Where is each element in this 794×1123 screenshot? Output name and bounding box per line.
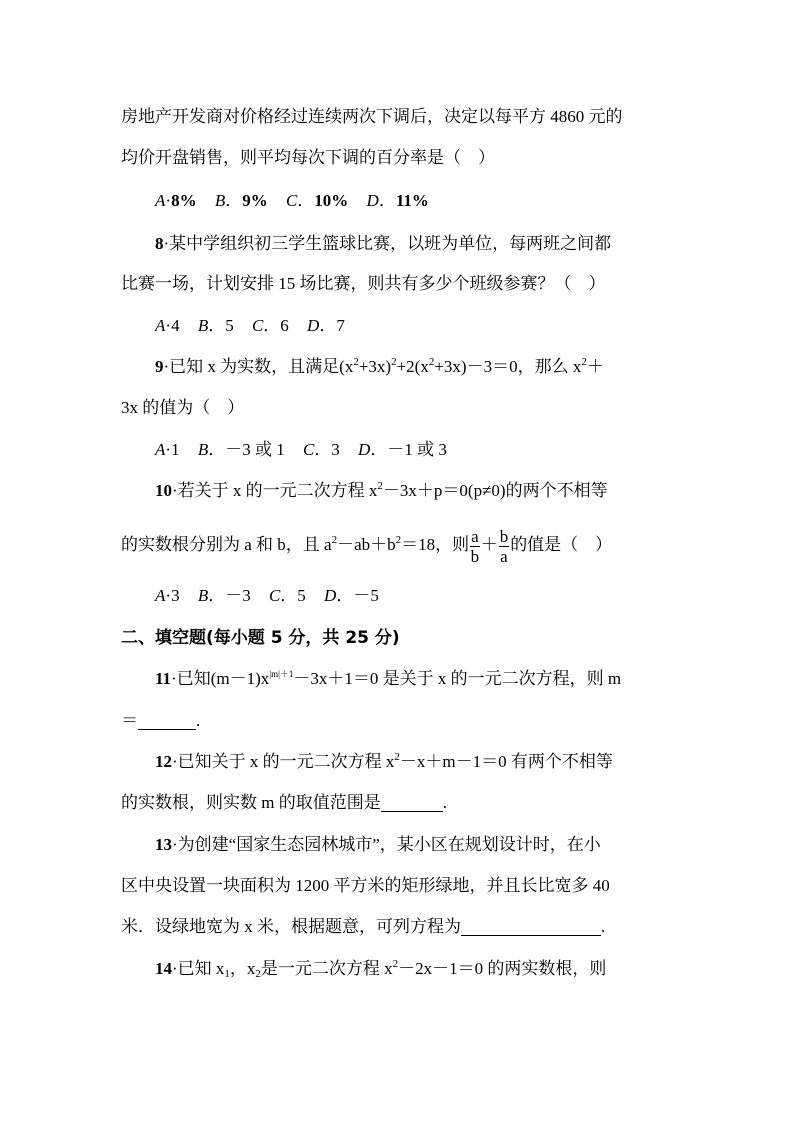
question-text: 是一元二次方程 x [260, 959, 393, 978]
denominator: a [500, 546, 508, 566]
separator: · [172, 835, 178, 854]
option-text: 3 [171, 586, 180, 605]
option-letter: A [155, 440, 166, 459]
option-letter: B [197, 440, 209, 459]
option-text: －1 或 3 [387, 440, 447, 459]
q12-text-line1 [155, 747, 794, 777]
option-text: 9% [242, 191, 268, 210]
question-text: +3x) [358, 357, 392, 376]
question-text: ，x [229, 959, 256, 978]
option-letter: D [358, 440, 371, 459]
option-letter: D [324, 586, 337, 605]
answer-blank[interactable] [461, 917, 601, 936]
separator: · [171, 669, 177, 688]
separator: ． [225, 191, 243, 210]
q7-text-line1: 房地产开发商对价格经过连续两次下调后，决定以每平方 4860 元的 [121, 107, 623, 126]
q10-text-line2 [121, 522, 794, 568]
option-text: 10% [314, 191, 349, 210]
exponent: 2 [394, 751, 400, 763]
question-text: 已知 x 为实数，且满足(x [169, 357, 354, 376]
separator: ． [319, 316, 337, 335]
subscript: 2 [255, 968, 261, 980]
separator: · [172, 752, 178, 771]
q10-text-line1 [155, 476, 794, 506]
question-text: . [601, 917, 606, 936]
q7-text-line2: 均价开盘销售，则平均每次下调的百分率是（ ） [121, 148, 495, 167]
option-text: 6 [280, 316, 289, 335]
separator: ． [370, 440, 388, 459]
separator: · [165, 586, 172, 605]
option-text: 4 [171, 316, 180, 335]
separator: ． [297, 191, 315, 210]
q11-text-line2 [121, 706, 794, 736]
question-number: 10 [155, 481, 172, 500]
subscript: 1 [224, 968, 230, 980]
separator: · [163, 234, 170, 253]
exponent: 2 [377, 480, 383, 492]
q8-options [155, 311, 794, 341]
numerator: b [499, 526, 509, 546]
question-text: －3x＋p＝0(p≠0)的两个不相等 [382, 481, 608, 500]
separator: ． [208, 440, 226, 459]
option-text: －3 或 1 [225, 440, 285, 459]
separator: ． [280, 586, 298, 605]
fraction-a-over-b [470, 527, 480, 566]
separator: · [165, 440, 172, 459]
option-text: 3 [331, 440, 340, 459]
q9-options [155, 435, 794, 465]
option-text: 11% [395, 191, 429, 210]
exponent: 2 [391, 356, 397, 368]
option-letter: A [155, 316, 166, 335]
separator: ． [314, 440, 332, 459]
exponent: 2 [581, 356, 587, 368]
q13-text-line3 [121, 912, 794, 942]
option-letter: B [197, 316, 209, 335]
numerator: a [471, 526, 479, 546]
option-letter: A [155, 191, 166, 210]
question-text: －ab＋b [337, 535, 396, 554]
option-letter: C [285, 191, 298, 210]
exponent: |m|＋1 [269, 669, 294, 679]
answer-blank[interactable] [138, 711, 196, 730]
question-text: 已知(m－1)x [176, 669, 270, 688]
question-text: ＝ [121, 711, 138, 730]
question-text: 为创建“国家生态园林城市”，某小区在规划设计时，在小 [177, 835, 601, 854]
separator: · [165, 191, 172, 210]
question-text: ＋ [586, 357, 604, 376]
option-letter: D [307, 316, 320, 335]
q7-options [155, 186, 794, 216]
option-letter: C [268, 586, 281, 605]
question-text: 某中学组织初三学生篮球比赛，以班为单位，每两班之间都 [169, 234, 612, 253]
separator: ． [208, 316, 226, 335]
question-number: 12 [155, 752, 172, 771]
option-text: －5 [353, 586, 379, 605]
separator: ． [336, 586, 354, 605]
question-text: 若关于 x 的一元二次方程 x [177, 481, 378, 500]
question-text: 米．设绿地宽为 x 米，根据题意，可列方程为 [121, 917, 461, 936]
question-text: －x＋m－1＝0 有两个不相等 [399, 752, 613, 771]
option-letter: D [366, 191, 379, 210]
question-text: 已知 x [177, 959, 225, 978]
question-number: 11 [155, 669, 172, 688]
question-text: +2(x [396, 357, 429, 376]
option-letter: B [214, 191, 226, 210]
option-letter: A [155, 586, 166, 605]
q12-text-line2 [121, 788, 794, 818]
plus-sign: ＋ [480, 535, 498, 554]
exponent: 2 [428, 356, 435, 368]
q8-text-line2: 比赛一场，计划安排 15 场比赛，则共有多少个班级参赛？（ ） [121, 274, 606, 293]
separator: · [172, 959, 178, 978]
option-letter: B [197, 586, 209, 605]
separator: · [163, 357, 170, 376]
option-letter: C [251, 316, 264, 335]
question-text: －2x－1＝0 的两实数根，则 [398, 959, 607, 978]
option-text: 7 [336, 316, 345, 335]
exponent: 2 [331, 534, 338, 546]
q10-options [155, 581, 794, 611]
q8-text-line1 [155, 229, 794, 259]
exponent: 2 [353, 356, 359, 368]
separator: ． [378, 191, 396, 210]
fraction-b-over-a [499, 527, 510, 566]
question-text: 的实数根，则实数 m 的取值范围是 [121, 793, 381, 812]
section-heading: 二、填空题(每小题 5 分，共 25 分) [121, 628, 400, 648]
exponent: 2 [392, 958, 399, 970]
answer-blank[interactable] [381, 793, 443, 812]
option-text: 5 [297, 586, 306, 605]
question-text: . [196, 711, 201, 730]
question-number: 14 [155, 959, 172, 978]
q13-text-line2: 区中央设置一块面积为 1200 平方米的矩形绿地，并且长比宽多 40 [121, 876, 610, 895]
question-text: +3x)－3＝0，那么 x [434, 357, 582, 376]
exponent: 2 [395, 534, 402, 546]
question-text: ＝18，则 [401, 535, 470, 554]
separator: · [172, 481, 178, 500]
question-number: 9 [155, 357, 164, 376]
option-letter: C [302, 440, 315, 459]
question-text: 的值是（ ） [510, 535, 613, 554]
separator: ． [263, 316, 281, 335]
q13-text-line1 [155, 830, 794, 860]
question-number: 13 [155, 835, 172, 854]
option-text: －3 [225, 586, 251, 605]
question-text: . [442, 793, 447, 812]
option-text: 5 [225, 316, 234, 335]
q9-text-line2: 3x 的值为（ ） [121, 398, 245, 417]
question-text: －3x＋1＝0 是关于 x 的一元二次方程，则 m [293, 669, 622, 688]
question-text: 的实数根分别为 a 和 b，且 a [121, 535, 332, 554]
option-text: 1 [171, 440, 180, 459]
q9-text-line1 [155, 352, 794, 382]
q11-text-line1 [155, 664, 794, 694]
question-text: 已知关于 x 的一元二次方程 x [177, 752, 395, 771]
separator: · [165, 316, 172, 335]
q14-text-line1 [155, 954, 794, 984]
question-number: 8 [155, 234, 164, 253]
separator: ． [208, 586, 226, 605]
option-text: 8% [171, 191, 197, 210]
denominator: b [470, 546, 480, 566]
